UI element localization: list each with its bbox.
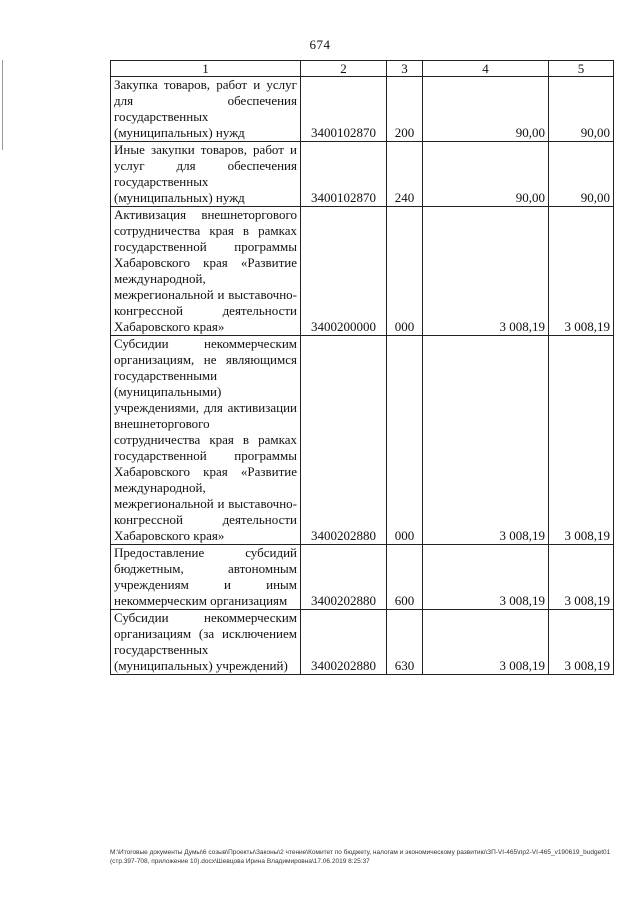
row-expense-type-code: 600 bbox=[387, 545, 423, 610]
column-header: 4 bbox=[423, 61, 549, 77]
row-amount-col5: 3 008,19 bbox=[549, 336, 614, 545]
column-header: 5 bbox=[549, 61, 614, 77]
row-target-article-code: 3400202880 bbox=[301, 545, 387, 610]
table-row bbox=[111, 77, 614, 142]
row-name: Субсидии некоммерческим организациям, не являющимся государственными (муниципальными) учреждениями, для активизации внешнеторгового сотрудничества края в рамках государственной программы Хабаровского края «Развитие международной, межрегиональной и выставочно-конгрессной деятельности Хабаровского края» bbox=[111, 336, 301, 545]
row-expense-type-code: 240 bbox=[387, 142, 423, 207]
row-name: Субсидии некоммерческим организациям (за исключением государственных (муниципальных) учреждений) bbox=[111, 610, 301, 675]
page-number: 674 bbox=[309, 37, 331, 52]
row-amount-col4: 3 008,19 bbox=[423, 207, 549, 336]
row-target-article-code: 3400202880 bbox=[301, 336, 387, 545]
row-name: Иные закупки товаров, работ и услуг для обеспечения государственных (муниципальных) нужд bbox=[111, 142, 301, 207]
column-header: 2 bbox=[301, 61, 387, 77]
table-header-row bbox=[111, 61, 614, 77]
table-row bbox=[111, 545, 614, 610]
row-expense-type-code: 630 bbox=[387, 610, 423, 675]
row-amount-col5: 3 008,19 bbox=[549, 545, 614, 610]
row-amount-col5: 90,00 bbox=[549, 142, 614, 207]
row-name: Закупка товаров, работ и услуг для обеспечения государственных (муниципальных) нужд bbox=[111, 77, 301, 142]
table-row bbox=[111, 336, 614, 545]
row-name: Предоставление субсидий бюджетным, автономным учреждениям и иным некоммерческим организациям bbox=[111, 545, 301, 610]
row-amount-col4: 3 008,19 bbox=[423, 336, 549, 545]
row-amount-col5: 90,00 bbox=[549, 77, 614, 142]
row-target-article-code: 3400102870 bbox=[301, 142, 387, 207]
document-footer-path: M:\Итоговые документы Думы\6 созыв\Проекты\Законы\2 чтение\Комитет по бюджету, налогам и экономическому развитию\ЗП-VI-465\пр2-VI-465_v190619_budget01 (стр.397-708, приложение 10).docx\Шевцова Ирина Владимировна\17.06.2019 8:25:37 bbox=[110, 849, 611, 865]
row-target-article-code: 3400102870 bbox=[301, 77, 387, 142]
table-row bbox=[111, 207, 614, 336]
row-expense-type-code: 000 bbox=[387, 336, 423, 545]
row-name: Активизация внешнеторгового сотрудничества края в рамках государственной программы Хабаровского края «Развитие международной, межрегиональной и выставочно-конгрессной деятельности Хабаровского края» bbox=[111, 207, 301, 336]
row-amount-col4: 90,00 bbox=[423, 77, 549, 142]
row-amount-col4: 3 008,19 bbox=[423, 545, 549, 610]
table-row bbox=[111, 610, 614, 675]
row-expense-type-code: 200 bbox=[387, 77, 423, 142]
row-amount-col5: 3 008,19 bbox=[549, 207, 614, 336]
column-header: 3 bbox=[387, 61, 423, 77]
row-expense-type-code: 000 bbox=[387, 207, 423, 336]
margin-line bbox=[2, 60, 3, 150]
row-amount-col4: 90,00 bbox=[423, 142, 549, 207]
row-target-article-code: 3400200000 bbox=[301, 207, 387, 336]
table-row bbox=[111, 142, 614, 207]
row-amount-col5: 3 008,19 bbox=[549, 610, 614, 675]
row-amount-col4: 3 008,19 bbox=[423, 610, 549, 675]
budget-table bbox=[110, 60, 614, 675]
row-target-article-code: 3400202880 bbox=[301, 610, 387, 675]
column-header: 1 bbox=[111, 61, 301, 77]
